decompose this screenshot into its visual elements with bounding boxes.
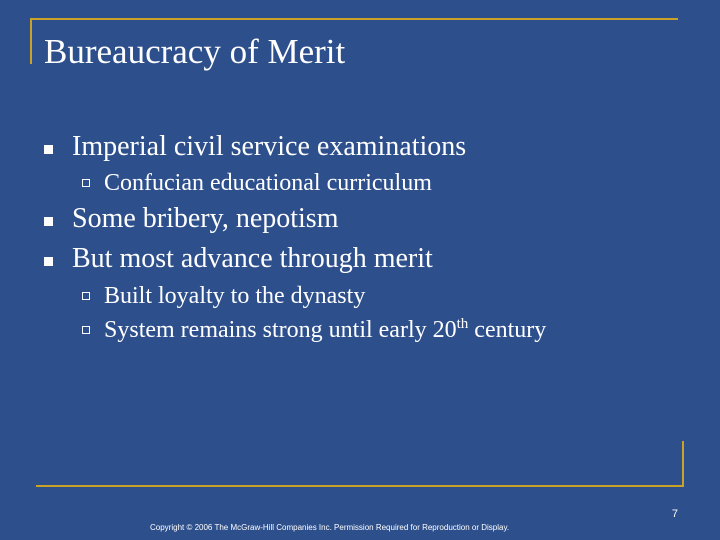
bullet-item: But most advance through merit bbox=[72, 243, 433, 274]
bullet-item: Imperial civil service examinations bbox=[72, 131, 467, 162]
square-bullet-icon bbox=[44, 217, 53, 226]
copyright-notice: Copyright © 2006 The McGraw-Hill Companies Inc. Permission Required for Reproduction or Display. bbox=[150, 523, 510, 532]
square-bullet-icon bbox=[44, 145, 53, 154]
square-bullet-icon bbox=[44, 257, 53, 266]
frame-top-line bbox=[30, 18, 678, 20]
frame-bottom-line bbox=[36, 485, 684, 487]
sub-bullet-item: Built loyalty to the dynasty bbox=[104, 283, 366, 309]
slide-title: Bureaucracy of Merit bbox=[44, 32, 346, 71]
sub-bullet-item: Confucian educational curriculum bbox=[104, 170, 432, 196]
sub-bullet-item bbox=[104, 315, 546, 345]
page-number: 7 bbox=[671, 508, 678, 520]
hollow-square-bullet-icon bbox=[82, 326, 90, 334]
hollow-square-bullet-icon bbox=[82, 179, 90, 187]
frame-left-line bbox=[30, 18, 32, 64]
ordinal-superscript: th bbox=[456, 316, 469, 332]
hollow-square-bullet-icon bbox=[82, 292, 90, 300]
sub-bullet-text-end: century bbox=[468, 317, 547, 343]
bullet-item: Some bribery, nepotism bbox=[72, 203, 339, 234]
sub-bullet-text: System remains strong until early 20 bbox=[104, 317, 457, 343]
frame-right-line bbox=[682, 441, 684, 487]
